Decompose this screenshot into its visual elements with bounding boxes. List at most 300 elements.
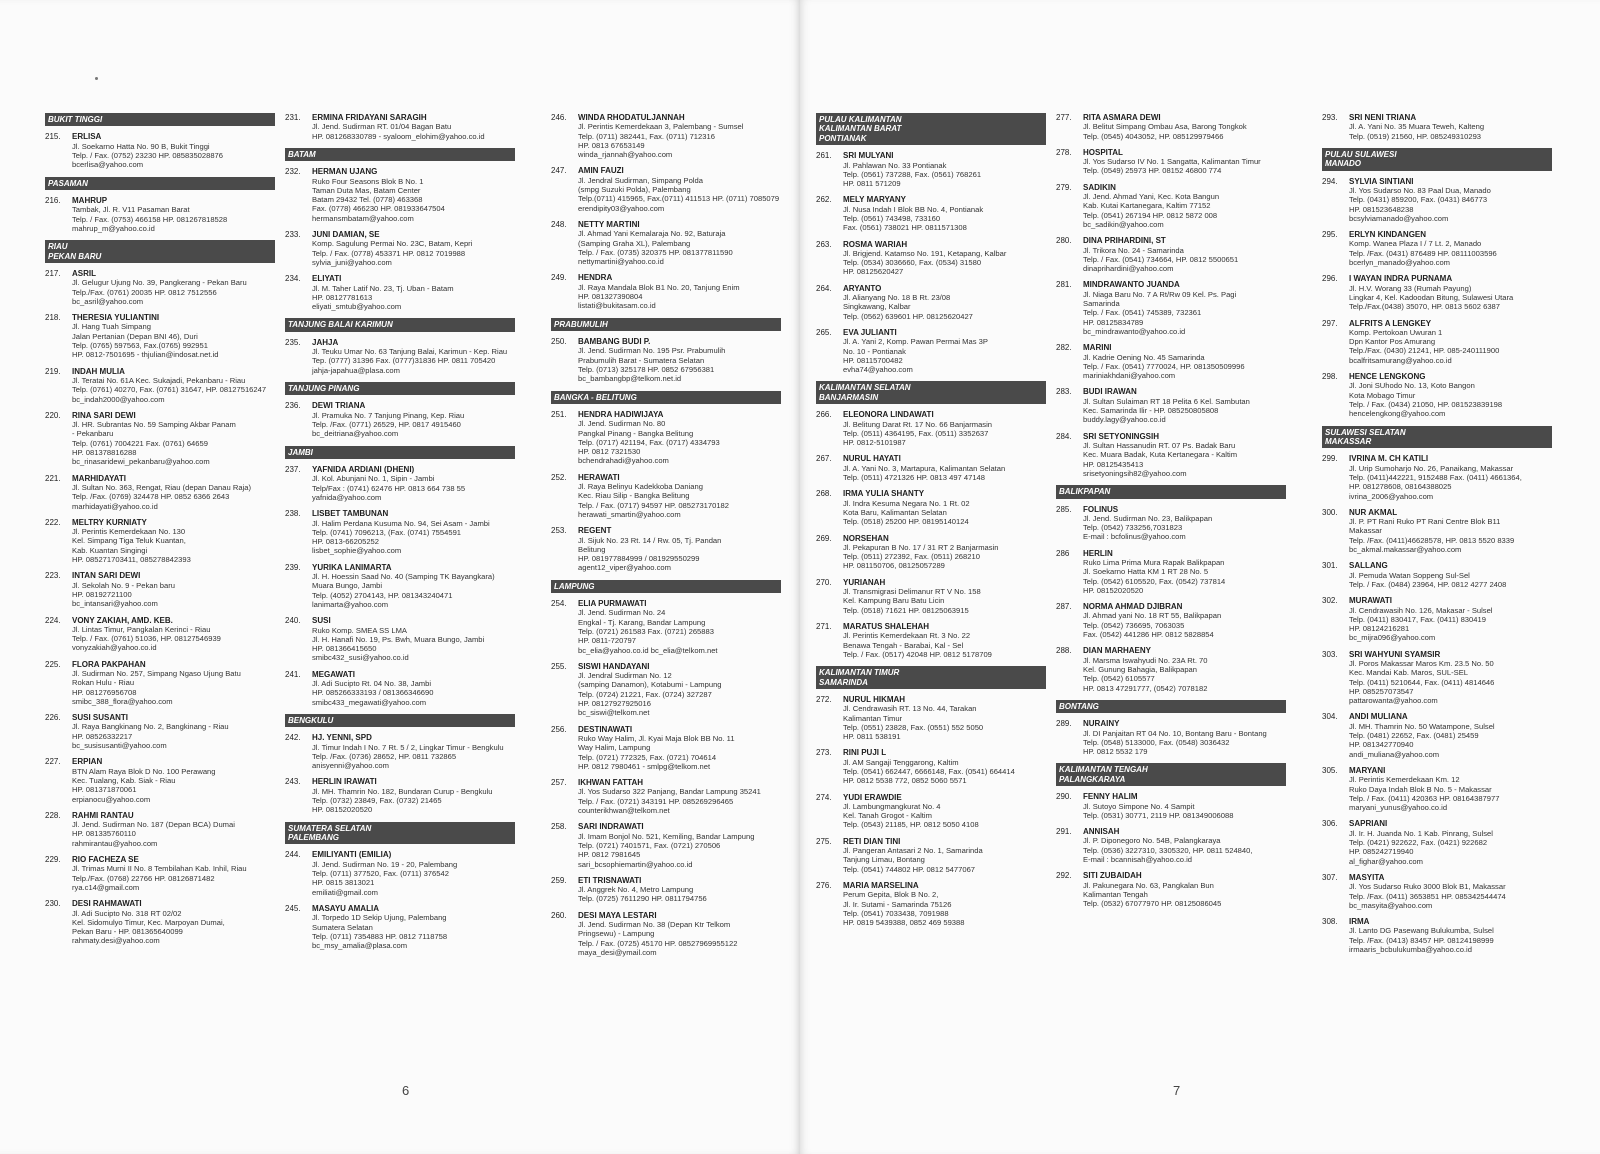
entry-name: MARYANI — [1349, 765, 1386, 775]
entry-detail-line: Telp. / Fax. (0717) 94597 HP. 085273170182 — [578, 500, 730, 510]
entry-detail-line: Rokan Hulu - Riau — [72, 678, 135, 688]
entry-detail-line: Jl. Adi Sucipto No. 318 RT 02/02 — [72, 908, 182, 918]
entry-detail-line: bc_masyita@yahoo.com — [1349, 900, 1433, 910]
entry-number: 271. — [816, 621, 832, 631]
entry-body — [843, 151, 1046, 188]
entry-detail-line: Telp. /Fax. (0431) 876489 HP. 08111003596 — [1349, 248, 1497, 258]
entry-detail-line: HP. 0812 7980461 - smlpg@telkom.net — [578, 761, 711, 771]
entry-name: FLORA PAKPAHAN — [72, 659, 146, 669]
entry-detail-line: Benawa Tengah - Barabai, Kal - Sel — [843, 640, 964, 650]
region-header-line: PALEMBANG — [288, 833, 339, 843]
directory-entry — [45, 713, 275, 750]
entry-detail-line: Telp. / Fax. (0761) 51036, HP. 08127546939 — [72, 634, 221, 644]
entry-detail-line: Telp. (0561) 743498, 733160 — [843, 214, 941, 223]
entry-name: RAHMI RANTAU — [72, 810, 134, 820]
directory-entry — [1056, 387, 1286, 424]
entry-detail-line: Jl. Cendrawasih No. 126, Makasar - Sulsel — [1349, 605, 1493, 615]
entry-detail-line: agent12_viper@yahoo.com — [578, 563, 671, 573]
entry-detail-line: HP. 081366415650 — [312, 644, 377, 654]
entry-body — [843, 837, 1046, 874]
entry-name: YURIANAH — [843, 577, 886, 587]
entry-body — [1349, 372, 1552, 418]
entry-detail-line: counterikhwan@telkom.net — [578, 806, 670, 816]
entry-detail-line: HP. 0815 3813021 — [312, 878, 375, 888]
entry-body — [843, 622, 1046, 659]
directory-entry — [816, 240, 1046, 277]
entry-name: LISBET TAMBUNAN — [312, 509, 389, 519]
entry-body — [843, 578, 1046, 615]
directory-entry — [1056, 505, 1286, 542]
directory-entry — [45, 474, 275, 511]
directory-entry — [1056, 871, 1286, 908]
entry-name: SISWI HANDAYANI — [578, 661, 650, 671]
directory-entry — [285, 338, 515, 375]
entry-name: JAHJA — [312, 337, 339, 347]
entry-number: 221. — [45, 473, 61, 483]
entry-detail-line: Jl. Hang Tuah Simpang — [72, 322, 151, 332]
entry-body — [1349, 819, 1552, 865]
directory-entry — [285, 563, 515, 609]
entry-number: 240. — [285, 616, 301, 626]
entry-detail-line: Telp. (0511) 4364195, Fax. (0511) 3352637 — [843, 428, 989, 438]
directory-entry — [45, 757, 275, 803]
entry-detail-line: Telp. (0511) 4721326 HP. 0813 497 47148 — [843, 473, 986, 483]
entry-number: 304. — [1322, 712, 1338, 722]
entry-body — [1349, 274, 1552, 311]
directory-entry — [45, 616, 275, 653]
entry-detail-line: Telp. (0542) 733256,7031823 — [1083, 523, 1183, 533]
directory-entry — [1056, 280, 1286, 336]
region-header — [45, 177, 275, 190]
entry-body — [72, 132, 275, 169]
entry-number: 256. — [551, 724, 567, 734]
region-header — [285, 714, 515, 727]
entry-detail-line: Singkawang, Kalbar — [843, 302, 911, 312]
entry-detail-line: HP. 0812 5538 772, 0852 5060 5571 — [843, 776, 967, 786]
entry-body — [312, 230, 515, 267]
entry-detail-line: HP. 08127781613 — [312, 292, 373, 302]
directory-entry — [1322, 650, 1552, 706]
entry-number: 223. — [45, 571, 61, 581]
entry-body — [312, 465, 515, 502]
directory-entry — [551, 337, 781, 383]
directory-entry — [45, 660, 275, 706]
entry-detail-line: Ruko Way Halim, Jl. Kyai Maja Blok BB No. 11 — [578, 733, 735, 743]
entry-detail-line: Jl. M. Taher Latif No. 23, Tj. Uban - Batam — [312, 283, 454, 293]
entry-detail-line: Telp. (0761) 7004221 Fax. (0761) 64659 — [72, 438, 208, 448]
entry-detail-line: Telp. (0511) 272392, Fax. (0511) 268210 — [843, 552, 980, 562]
entry-detail-line: bc_elia@yahoo.co.id bc_elia@telkom.net — [578, 645, 718, 655]
entry-body — [1083, 236, 1286, 273]
entry-name: HOSPITAL — [1083, 147, 1123, 157]
entry-detail-line: HP. 081150706, 08125057289 — [843, 561, 945, 571]
entry-detail-line: Muara Bungo, Jambi — [312, 581, 383, 591]
entry-number: 306. — [1322, 819, 1338, 829]
entry-body — [72, 313, 275, 359]
entry-body — [578, 410, 781, 466]
entry-detail-line: Telp. (0541) 7033438, 7091988 — [843, 908, 949, 918]
entry-name: WINDA RHODATULJANNAH — [578, 113, 685, 122]
entry-detail-line: maryani_yunus@yahoo.co.id — [1349, 803, 1448, 813]
directory-entry — [285, 113, 515, 141]
entry-detail-line: Telp. / Fax. (0541) 745389, 732361 — [1083, 308, 1202, 318]
entry-detail-line: smibc432_susi@yahoo.co.id — [312, 653, 409, 663]
entry-detail-line: Telp. (0732) 23849, Fax. (0732) 21465 — [312, 796, 442, 806]
directory-entry — [285, 733, 515, 770]
entry-name: DESI RAHMAWATI — [72, 899, 142, 909]
directory-entry — [1056, 236, 1286, 273]
entry-body — [1349, 454, 1552, 500]
region-header-line: BATAM — [288, 149, 316, 159]
directory-entry — [285, 230, 515, 267]
entry-detail-line: Telp. (0548) 5133000, Fax. (0548) 3036432 — [1083, 737, 1230, 747]
entry-body — [1083, 549, 1286, 595]
entry-detail-line: Jl. A. Yani 2, Komp. Pawan Permai Mas 3P — [843, 337, 988, 347]
entry-detail-line: Kab. Kutai Kartanegara, Kaltim 77152 — [1083, 201, 1211, 211]
entry-detail-line: bchendrahadi@yahoo.com — [578, 456, 669, 466]
entry-detail-line: Dpn Kantor Pos Amurang — [1349, 337, 1436, 347]
directory-entry — [45, 899, 275, 945]
entry-detail-line: lanimarta@yahoo.com — [312, 599, 389, 609]
directory-entry — [285, 465, 515, 502]
directory-entry — [551, 220, 781, 266]
entry-detail-line: Jl. Sudirman No. 257, Simpang Ngaso Ujung Batu — [72, 668, 241, 678]
entry-name: IVRINA M. CH KATILI — [1349, 454, 1429, 464]
entry-name: DIAN MARHAENY — [1083, 646, 1151, 656]
entry-detail-line: HP. 081523648238 — [1349, 204, 1414, 214]
directory-entry — [816, 793, 1046, 830]
entry-detail-line: Jl. Pekapuran B No. 17 / 31 RT 2 Banjarmasin — [843, 542, 999, 552]
entry-detail-line: sari_bcsophiemartin@yahoo.co.id — [578, 859, 693, 869]
entry-number: 289. — [1056, 719, 1072, 729]
entry-number: 294. — [1322, 176, 1338, 186]
entry-detail-line: herawati_smartin@yahoo.com — [578, 509, 681, 519]
entry-body — [72, 713, 275, 750]
region-header-line: BENGKULU — [288, 715, 334, 725]
entry-body — [1083, 280, 1286, 336]
entry-number: 259. — [551, 875, 567, 885]
entry-detail-line: HP. 0819 5439388, 0852 469 59388 — [843, 918, 965, 928]
entry-detail-line: Telp. (0713) 325178 HP. 0852 67956381 — [578, 364, 715, 374]
entry-number: 270. — [816, 577, 832, 587]
entry-name: REGENT — [578, 526, 612, 536]
entry-detail-line: Jl. A. Yani No. 3, Martapura, Kalimantan Selatan — [843, 463, 1006, 473]
entry-detail-line: Jl. Jend. Sudirman No. 24 — [578, 608, 666, 618]
entry-number: 230. — [45, 899, 61, 909]
directory-entry — [816, 881, 1046, 927]
entry-name: FOLINUS — [1083, 504, 1119, 514]
entry-detail-line: Komp. Wanea Plaza I / 7 Lt. 2, Manado — [1349, 239, 1482, 249]
entry-number: 233. — [285, 230, 301, 240]
entry-number: 280. — [1056, 236, 1072, 246]
entry-body — [578, 662, 781, 718]
entry-detail-line: Telp. / Fax. (0484) 23964, HP. 0812 4277 2408 — [1349, 579, 1507, 589]
entry-number: 275. — [816, 836, 832, 846]
entry-detail-line: Tanjung Limau, Bontang — [843, 855, 925, 865]
directory-entry — [551, 473, 781, 519]
region-header-line: PRABUMULIH — [554, 319, 608, 329]
entry-name: SRI SETYONINGSIH — [1083, 431, 1160, 441]
directory-entry — [1056, 602, 1286, 639]
entry-body — [843, 793, 1046, 830]
entry-body — [1083, 183, 1286, 229]
entry-detail-line: Jl. Pemuda Watan Soppeng Sul-Sel — [1349, 570, 1470, 580]
entry-detail-line: Telp. (0519) 21560, HP. 085249310293 — [1349, 131, 1482, 141]
entry-body — [1083, 432, 1286, 478]
entry-detail-line: HP. 0811 538191 — [843, 732, 901, 742]
entry-detail-line: Pekan Baru - HP. 081365640099 — [72, 927, 183, 937]
entry-name: SRI WAHYUNI SYAMSIR — [1349, 649, 1441, 659]
entry-detail-line: Jl. Jend. Sudirman No. 80 — [578, 419, 666, 429]
entry-number: 254. — [551, 599, 567, 609]
entry-detail-line: eliyati_smtub@yahoo.com — [312, 302, 402, 312]
directory-entry — [45, 518, 275, 564]
entry-detail-line: Jl. H. Hoessin Saad No. 40 (Samping TK Bayangkara) — [312, 572, 495, 582]
entry-detail-line: Kota Mobago Timur — [1349, 390, 1416, 400]
entry-detail-line: Telp. / Fax. (0541) 7770024, HP. 081350509996 — [1083, 361, 1245, 371]
entry-detail-line: al_fighar@yahoo.com — [1349, 856, 1423, 866]
entry-number: 305. — [1322, 765, 1338, 775]
entry-body — [312, 733, 515, 770]
entry-body — [312, 777, 515, 814]
entry-body — [578, 166, 781, 212]
region-header-line: PONTIANAK — [819, 133, 867, 143]
entry-detail-line: Jl. Pahlawan No. 33 Pontianak — [843, 160, 947, 170]
entry-detail-line: HP. 0813-66205252 — [312, 537, 379, 547]
directory-entry — [816, 837, 1046, 874]
entry-name: NUR AKMAL — [1349, 507, 1398, 517]
entry-detail-line: Telp. (0711) 377520, Fax. (0711) 376542 — [312, 869, 449, 879]
entry-detail-line: Jl. Jend. Sudirman No. 187 (Depan BCA) Dumai — [72, 820, 235, 830]
entry-number: 237. — [285, 465, 301, 475]
entry-detail-line: smibc433_megawati@yahoo.com — [312, 697, 427, 707]
entry-detail-line: Telp. (0549) 25973 HP. 08152 46800 774 — [1083, 166, 1222, 176]
entry-number: 281. — [1056, 280, 1072, 290]
entry-detail-line: bcerlyn_manado@yahoo.com — [1349, 258, 1450, 268]
region-header — [816, 666, 1046, 689]
entry-detail-line: Jl. Soekarno Hatta No. 90 B, Bukit Tinggi — [72, 141, 210, 151]
entry-detail-line: Telp. (0545) 4043052, HP. 085129979466 — [1083, 131, 1224, 141]
entry-detail-line: Telp./Fax. (0430) 21241, HP. 085-240111900 — [1349, 346, 1500, 356]
entry-detail-line: Jl. Jend. Sudirman No. 195 Psr. Prabumulih — [578, 346, 726, 356]
entry-body — [578, 473, 781, 519]
entry-body — [1083, 602, 1286, 639]
entry-body — [843, 748, 1046, 785]
directory-entry — [551, 410, 781, 466]
entry-detail-line: Jl. Ir. Sutami - Samarinda 75126 — [843, 899, 952, 909]
entry-detail-line: Jl. Sekolah No. 9 - Pekan baru — [72, 580, 175, 590]
entry-name: RETI DIAN TINI — [843, 836, 901, 846]
entry-number: 225. — [45, 659, 61, 669]
entry-detail-line: Makassar — [1349, 526, 1382, 536]
region-header-line: KALIMANTAN BARAT — [819, 124, 902, 134]
entry-detail-line: HP. 081977884999 / 081929550299 — [578, 554, 700, 564]
entry-detail-line: Jl. Timur Indah I No. 7 Rt. 5 / 2, Lingkar Timur - Bengkulu — [312, 742, 504, 752]
entry-body — [72, 411, 275, 467]
entry-detail-line: No. 10 - Pontianak — [843, 346, 906, 356]
directory-entry — [285, 167, 515, 223]
entry-detail-line: sylvia_juni@yahoo.com — [312, 257, 392, 267]
entry-detail-line: Jl. Anggrek No. 4, Metro Lampung — [578, 885, 694, 895]
region-header — [1322, 148, 1552, 171]
entry-detail-line: Jl. Yos Sudarso No. 83 Paal Dua, Manado — [1349, 186, 1491, 195]
entry-detail-line: smibc_388_flora@yahoo.com — [72, 696, 173, 706]
entry-detail-line: HP. 0812 7981645 — [578, 850, 641, 860]
entry-name: MARATUS SHALEHAH — [843, 621, 930, 631]
entry-number: 255. — [551, 661, 567, 671]
entry-detail-line: Jl. Imam Bonjol No. 521, Kemiling, Bandar Lampung — [578, 831, 755, 841]
entry-name: I WAYAN INDRA PURNAMA — [1349, 274, 1453, 284]
entry-detail-line: HP. 08124216281 — [1349, 624, 1410, 634]
entry-name: ERMINA FRIDAYANI SARAGIH — [312, 113, 427, 122]
entry-detail-line: irmaaris_bcbulukumba@yahoo.co.id — [1349, 945, 1472, 954]
entry-number: 269. — [816, 533, 832, 543]
entry-detail-line: Jl. Lintas Timur, Pangkalan Kerinci - Riau — [72, 624, 211, 634]
entry-body — [1349, 230, 1552, 267]
entry-detail-line: HP. 081371870061 — [72, 785, 137, 795]
entry-detail-line: Telp. / Fax. (0735) 320375 HP. 081377811590 — [578, 247, 733, 257]
directory-entry — [45, 196, 275, 233]
entry-detail-line: nettymartini@yahoo.co.id — [578, 257, 664, 267]
entry-name: YURIKA LANIMARTA — [312, 562, 392, 572]
directory-entry — [551, 599, 781, 655]
entry-number: 283. — [1056, 387, 1072, 397]
directory-column-4 — [816, 113, 1046, 934]
region-header — [1056, 700, 1286, 713]
entry-body — [578, 113, 781, 159]
entry-name: NURAINY — [1083, 719, 1120, 729]
entry-detail-line: Jl. Brigjend. Katamso No. 191, Ketapang, Kalbar — [843, 248, 1007, 258]
entry-name: ERPIAN — [72, 757, 103, 767]
entry-detail-line: bc_intansari@yahoo.com — [72, 599, 158, 609]
entry-name: MARHIDAYATI — [72, 473, 126, 483]
entry-body — [843, 410, 1046, 447]
entry-body — [843, 489, 1046, 526]
entry-detail-line: Telp. / Fax. (0778) 453371 HP. 0812 7019988 — [312, 248, 466, 258]
entry-number: 215. — [45, 132, 61, 142]
entry-number: 266. — [816, 410, 832, 420]
entry-name: RINA SARI DEWI — [72, 410, 136, 420]
entry-name: IRMA — [1349, 917, 1370, 927]
entry-name: VONY ZAKIAH, AMD. KEB. — [72, 615, 173, 625]
entry-number: 293. — [1322, 113, 1338, 122]
entry-number: 290. — [1056, 792, 1072, 802]
entry-body — [72, 899, 275, 945]
directory-entry — [816, 195, 1046, 232]
entry-number: 288. — [1056, 646, 1072, 656]
entry-detail-line: Engkal - Tj. Karang, Bandar Lampung — [578, 617, 706, 627]
entry-detail-line: Kel. Gunung Bahagia, Balikpapan — [1083, 664, 1197, 674]
entry-number: 244. — [285, 850, 301, 860]
entry-name: INDAH MULIA — [72, 366, 125, 376]
entry-detail-line: Jl. Alianyang No. 18 B Rt. 23/08 — [843, 293, 951, 303]
entry-body — [1083, 871, 1286, 908]
entry-detail-line: HP. 081276956708 — [72, 687, 137, 697]
entry-name: ROSMA WARIAH — [843, 239, 908, 249]
entry-detail-line: Pringsewu) - Lampung — [578, 929, 655, 939]
directory-entry — [1322, 508, 1552, 554]
entry-name: YAFNIDA ARDIANI (DHENI) — [312, 465, 415, 475]
entry-detail-line: HP. 081327390804 — [578, 292, 643, 302]
entry-detail-line: Jl. HR. Subrantas No. 59 Samping Akbar Panam — [72, 420, 236, 430]
entry-detail-line: bc_mijra096@yahoo.com — [1349, 633, 1436, 643]
directory-column-2 — [285, 113, 515, 957]
entry-detail-line: Jl. Torpedo 1D Sekip Ujung, Palembang — [312, 913, 447, 923]
entry-detail-line: Kec. Mandai Kab. Maros, SUL-SEL — [1349, 668, 1469, 678]
entry-number: 228. — [45, 810, 61, 820]
entry-name: SRI NENI TRIANA — [1349, 113, 1417, 122]
entry-detail-line: Telp. (0531) 30771, 2119 HP. 081349006088 — [1083, 810, 1234, 820]
directory-entry — [816, 622, 1046, 659]
entry-detail-line: HP. 08526332217 — [72, 731, 133, 741]
entry-detail-line: Jl. Kadrie Oening No. 45 Samarinda — [1083, 352, 1205, 362]
entry-number: 243. — [285, 777, 301, 787]
entry-body — [1349, 177, 1552, 223]
entry-name: NURUL HIKMAH — [843, 694, 906, 704]
entry-detail-line: Telp. (0541) 662447, 6666148, Fax. (0541) 664414 — [843, 766, 1015, 776]
entry-body — [72, 269, 275, 306]
entry-number: 285. — [1056, 504, 1072, 514]
entry-detail-line: Telp. (0536) 3227310, 3305320, HP. 0811 524840, — [1083, 845, 1253, 855]
entry-body — [578, 725, 781, 771]
directory-entry — [816, 410, 1046, 447]
directory-entry — [816, 151, 1046, 188]
entry-detail-line: Samarinda — [1083, 299, 1120, 309]
entry-name: HJ. YENNI, SPD — [312, 733, 372, 743]
entry-number: 227. — [45, 757, 61, 767]
entry-detail-line: Telp. (0741) 7096213, (Fax. (0741) 7554591 — [312, 527, 462, 537]
entry-detail-line: HP. 08125834789 — [1083, 317, 1144, 327]
entry-name: DEWI TRIANA — [312, 401, 366, 411]
entry-detail-line: Kab. Kuantan Singingi — [72, 545, 148, 555]
entry-detail-line: Telp. /Fax. (0413) 83457 HP. 08124198999 — [1349, 935, 1494, 945]
entry-name: MAHRUP — [72, 196, 108, 205]
entry-detail-line: bc_bambangbp@telkom.net.id — [578, 374, 682, 384]
directory-column-3 — [551, 113, 781, 964]
entry-detail-line: Telp. /Fax. (0771) 26529, HP. 0817 4915460 — [312, 420, 461, 430]
entry-detail-line: Telp. (0543) 21185, HP. 0812 5050 4108 — [843, 820, 979, 830]
entry-detail-line: bc_susisusanti@yahoo.com — [72, 741, 167, 751]
entry-detail-line: Kel. Sidomulyo Timur, Kec. Marpoyan Dumai, — [72, 917, 225, 927]
entry-detail-line: bc_msy_amalia@plasa.com — [312, 941, 408, 951]
entry-detail-line: Telp. / Fax. (0753) 466158 HP. 081267818528 — [72, 214, 228, 224]
entry-detail-line: Jl. Jend. Sudirman No. 38 (Depan Ktr Telkom — [578, 920, 731, 929]
entry-detail-line: Komp. Sagulung Permai No. 23C, Batam, Kepri — [312, 239, 473, 249]
entry-number: 298. — [1322, 372, 1338, 382]
entry-detail-line: Jl. Yos Sudarso Ruko 3000 Blok B1, Makassar — [1349, 882, 1506, 892]
entry-detail-line: Telp. (0561) 737288, Fax. (0561) 768261 — [843, 169, 982, 179]
entry-body — [1083, 113, 1286, 141]
entry-detail-line: Kec. Tualang, Kab. Siak - Riau — [72, 775, 176, 785]
entry-number: 249. — [551, 273, 567, 283]
directory-entry — [551, 778, 781, 815]
entry-name: BUDI IRAWAN — [1083, 387, 1137, 397]
entry-detail-line: bc_akmal.makassar@yahoo.com — [1349, 545, 1462, 555]
entry-number: 307. — [1322, 872, 1338, 882]
entry-number: 262. — [816, 195, 832, 205]
region-header-line: MAKASSAR — [1325, 436, 1372, 446]
entry-detail-line: HP. 0812 7321530 — [578, 447, 641, 457]
entry-name: MARIA MARSELINA — [843, 880, 919, 890]
entry-name: NURUL HAYATI — [843, 454, 901, 464]
directory-entry — [1322, 230, 1552, 267]
directory-entry — [1056, 183, 1286, 229]
entry-detail-line: Telp. (0542) 6105520, Fax. (0542) 737814 — [1083, 576, 1226, 586]
entry-detail-line: Tep. (0777) 31396 Fax. (0777)31836 HP. 0811 705420 — [312, 356, 496, 366]
entry-body — [843, 454, 1046, 482]
entry-name: NORSEHAN — [843, 533, 889, 543]
entry-name: DESI MAYA LESTARI — [578, 910, 657, 920]
